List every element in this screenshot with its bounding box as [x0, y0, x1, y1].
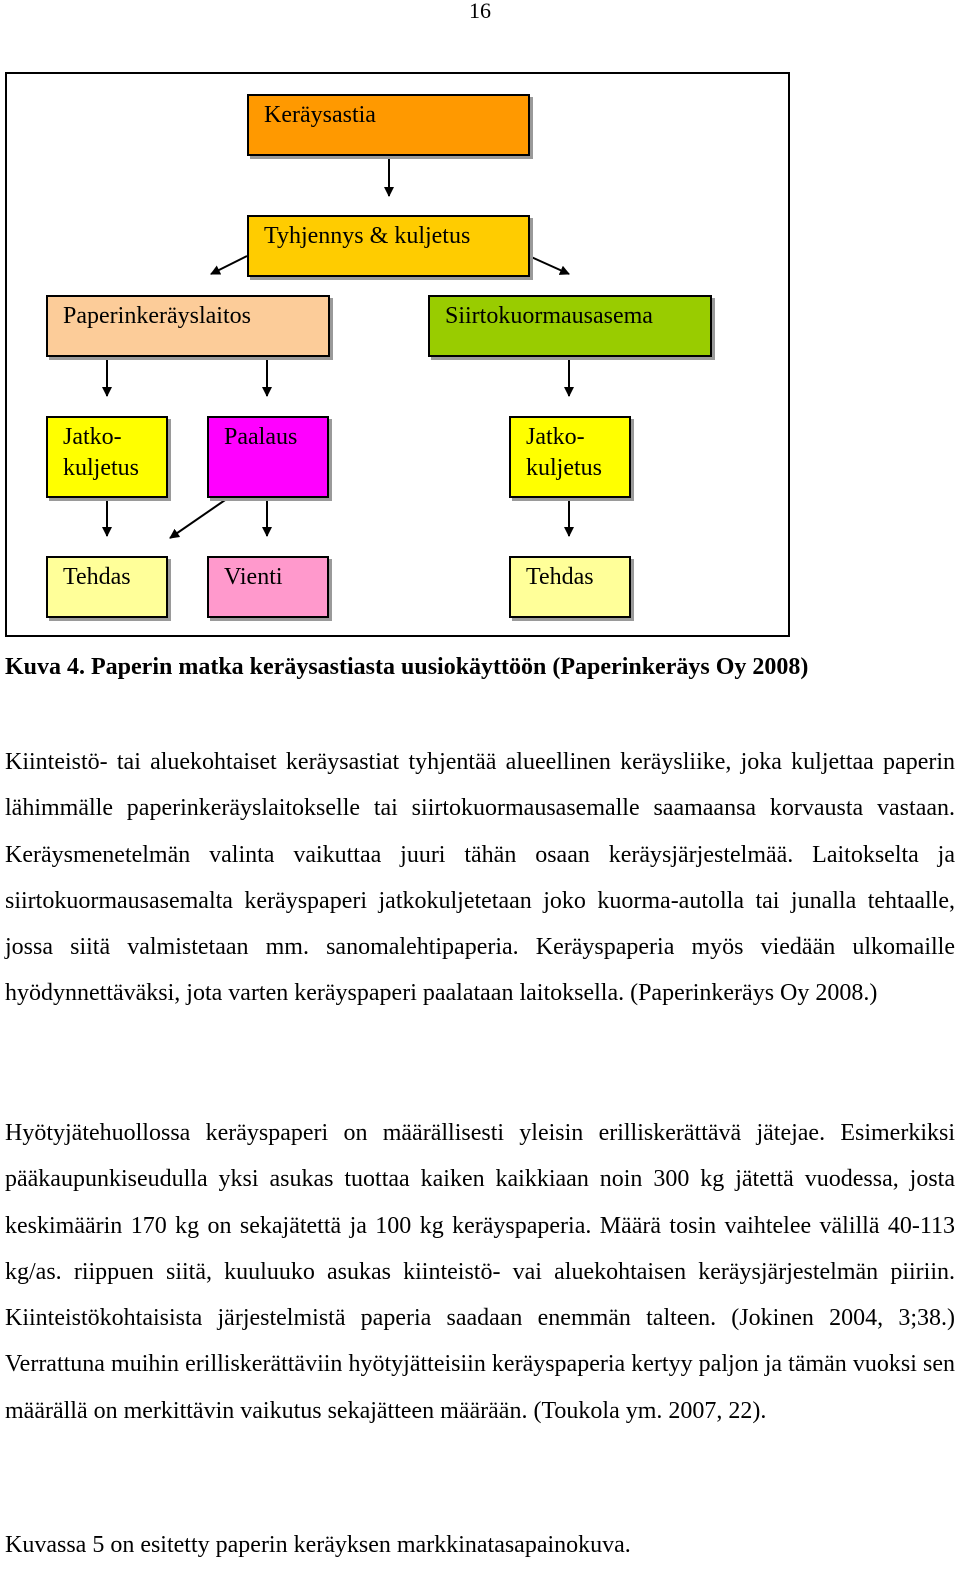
- collection-bin-label: Keräysastia: [264, 102, 376, 128]
- collection-bin-box: [247, 94, 530, 156]
- factory-left-label: Tehdas: [63, 564, 131, 590]
- further-transport-left-box: [46, 416, 168, 498]
- flow-diagram: [5, 72, 790, 637]
- export-label: Vienti: [224, 564, 283, 590]
- baling-box: [207, 416, 329, 498]
- paper-collection-plant-box: [46, 295, 330, 357]
- arrow-emptying-to-station: [529, 256, 569, 274]
- factory-left-box: [46, 556, 168, 618]
- further-transport-right-line2: kuljetus: [526, 455, 602, 481]
- emptying-transport-box: [247, 215, 530, 277]
- further-transport-left-line2: kuljetus: [63, 455, 139, 481]
- page-number: 16: [469, 0, 491, 23]
- further-transport-left-line1: Jatko-: [63, 424, 122, 450]
- emptying-transport-label: Tyhjennys & kuljetus: [264, 223, 471, 249]
- further-transport-right-box: [509, 416, 631, 498]
- baling-label: Paalaus: [224, 424, 298, 450]
- paragraph-figure-reference: Kuvassa 5 on esitetty paperin keräyksen markkinatasapainokuva.: [5, 1532, 631, 1558]
- factory-right-box: [509, 556, 631, 618]
- paragraph-collection-process: Kiinteistö- tai aluekohtaiset keräysastiat tyhjentää alueellinen keräysliike, joka kuljettaa paperin lähimmälle paperinkeräyslaitokselle tai siirtokuormausasemalle saamaansa korvausta vastaan. Keräysmenetelmän valinta vaikuttaa juuri tähän osaan keräysjärjestelmää. Laitokselta ja siirtokuormausasemalta keräyspaperi jatkokuljetetaan joko kuorma-autolla tai junalla tehtaalle, jossa siitä valmistetaan mm. sanomalehtipaperia. Keräyspaperia myös viedään ulkomaille hyödynnettäväksi, jota varten keräyspaperi paalataan laitoksella. (Paperinkeräys Oy 2008.): [5, 749, 955, 1007]
- paragraph-recycling-amounts: Hyötyjätehuollossa keräyspaperi on määrällisesti yleisin erilliskerättävä jätejae. Esimerkiksi pääkaupunkiseudulla yksi asukas tuottaa kaiken kaikkiaan noin 300 kg jätettä vuodessa, josta keskimäärin 170 kg on sekajätettä ja 100 kg keräyspaperia. Määrä tosin vaihtelee välillä 40-113 kg/as. riippuen siitä, kuuluuko asukas kiinteistö- vai aluekohtaisen keräysjärjestelmän piiriin. Kiinteistökohtaisista järjestelmistä paperia saadaan enemmän talteen. (Jokinen 2004, 3;38.) Verrattuna muihin erilliskerättäviin hyötyjätteisiin keräyspaperia kertyy paljon ja tämän vuoksi sen määrällä on merkittävin vaikutus sekajätteen määrään. (Toukola ym. 2007, 22).: [5, 1120, 955, 1424]
- arrow-emptying-to-plant: [211, 256, 247, 274]
- factory-right-label: Tehdas: [526, 564, 594, 590]
- transfer-station-label: Siirtokuormausasema: [445, 303, 653, 329]
- export-box: [207, 556, 329, 618]
- paper-collection-plant-label: Paperinkeräyslaitos: [63, 303, 251, 329]
- figure-caption: Kuva 4. Paperin matka keräysastiasta uusiokäyttöön (Paperinkeräys Oy 2008): [5, 654, 809, 680]
- arrow-baling-to-factory: [170, 498, 228, 538]
- further-transport-right-line1: Jatko-: [526, 424, 585, 450]
- transfer-station-box: [428, 295, 712, 357]
